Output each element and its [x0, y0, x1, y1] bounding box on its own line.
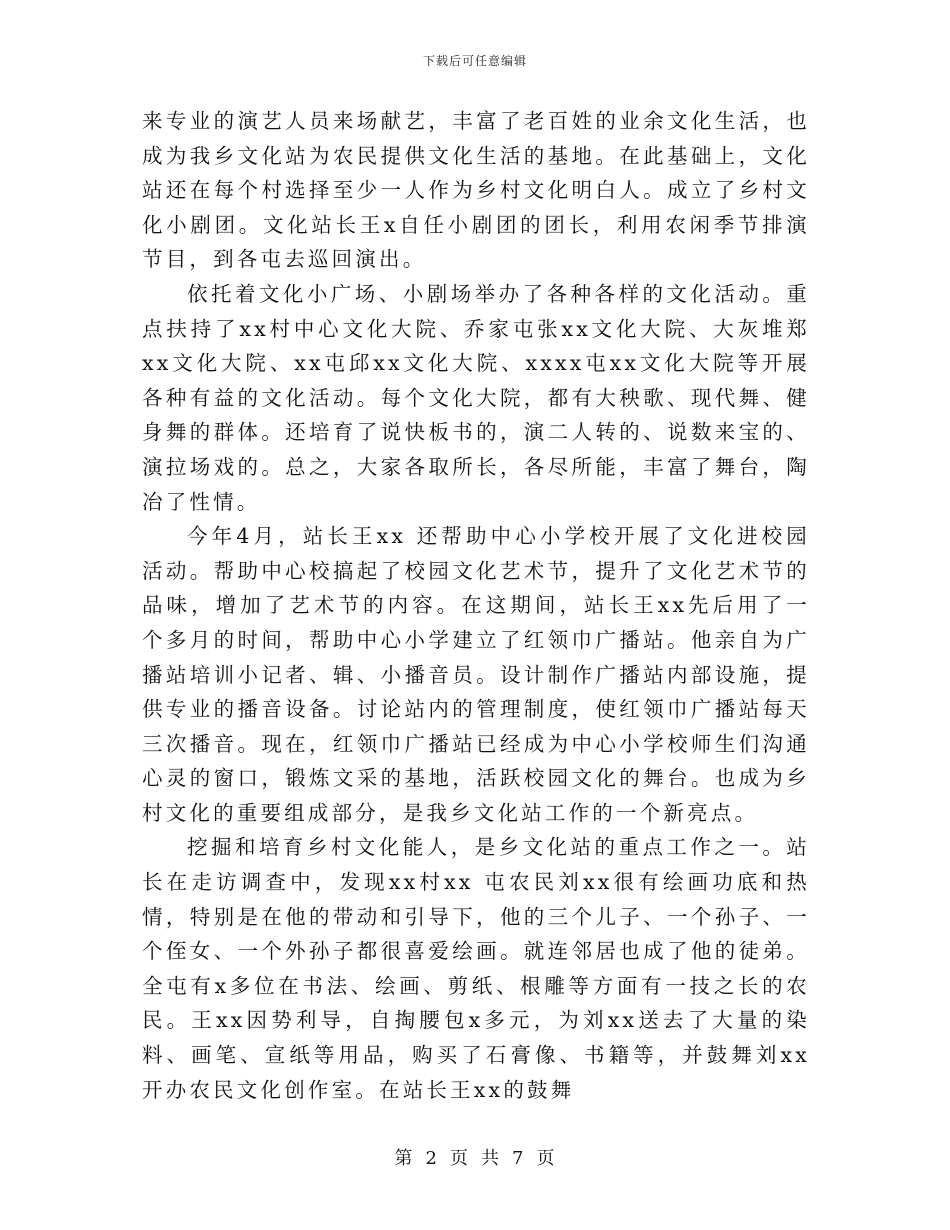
paragraph-1: 来专业的演艺人员来场献艺，丰富了老百姓的业余文化生活，也成为我乡文化站为农民提供文化生活的基地。在此基础上，文化站还在每个村选择至少一人作为乡村文化明白人。成立了乡村文化小剧团。文化站长王x自任小剧团的团长，利用农闲季节排演节目，到各屯去巡回演出。: [142, 109, 810, 272]
footer-total-unit: 页: [536, 1148, 556, 1169]
paragraph-3: 今年4月，站长王xx 还帮助中心小学校开展了文化进校园活动。帮助中心校搞起了校园文化艺术节，提升了文化艺术节的品味，增加了艺术节的内容。在这期间，站长王xx先后用了一个多月的时间，帮助中心小学建立了红领巾广播站。他亲自为广播站培训小记者、辑、小播音员。设计制作广播站内部设施，提供专业的播音设备。讨论站内的管理制度，使红领巾广播站每天三次播音。现在，红领巾广播站已经成为中心小学校师生们沟通心灵的窗口，锻炼文采的基地，活跃校园文化的舞台。也成为乡村文化的重要组成部分，是我乡文化站工作的一个新亮点。: [142, 524, 810, 825]
page-footer: [0, 1144, 950, 1170]
footer-prefix: 第: [394, 1148, 414, 1169]
footer-total-label: 共: [481, 1148, 500, 1169]
document-body: [142, 104, 810, 1107]
paragraph-2: 依托着文化小广场、小剧场举办了各种各样的文化活动。重点扶持了xx村中心文化大院、乔家屯张xx文化大院、大灰堆郑xx文化大院、xx屯邱xx文化大院、xxxx屯xx文化大院等开展各种有益的文化活动。每个文化大院，都有大秧歌、现代舞、健身舞的群体。还培育了说快板书的，演二人转的、说数来宝的、演拉场戏的。总之，大家各取所长，各尽所能，丰富了舞台，陶冶了性情。: [142, 281, 810, 514]
page-header: 下载后可任意编辑: [422, 54, 527, 68]
footer-total-pages: 7: [512, 1148, 525, 1169]
footer-page-number: 2: [425, 1148, 438, 1169]
footer-page-unit: 页: [450, 1148, 469, 1169]
paragraph-4: 挖掘和培育乡村文化能人，是乡文化站的重点工作之一。站长在走访调查中，发现xx村xx 屯农民刘xx很有绘画功底和热情，特别是在他的带动和引导下，他的三个儿子、一个孙子、一个侄女、一个外孙子都很喜爱绘画。就连邻居也成了他的徒弟。全屯有x多位在书法、绘画、剪纸、根雕等方面有一技之长的农民。王xx因势利导，自掏腰包x多元，为刘xx送去了大量的染料、画笔、宣纸等用品，购买了石膏像、书籍等，并鼓舞刘xx开办农民文化创作室。在站长王xx的鼓舞: [142, 835, 810, 1102]
